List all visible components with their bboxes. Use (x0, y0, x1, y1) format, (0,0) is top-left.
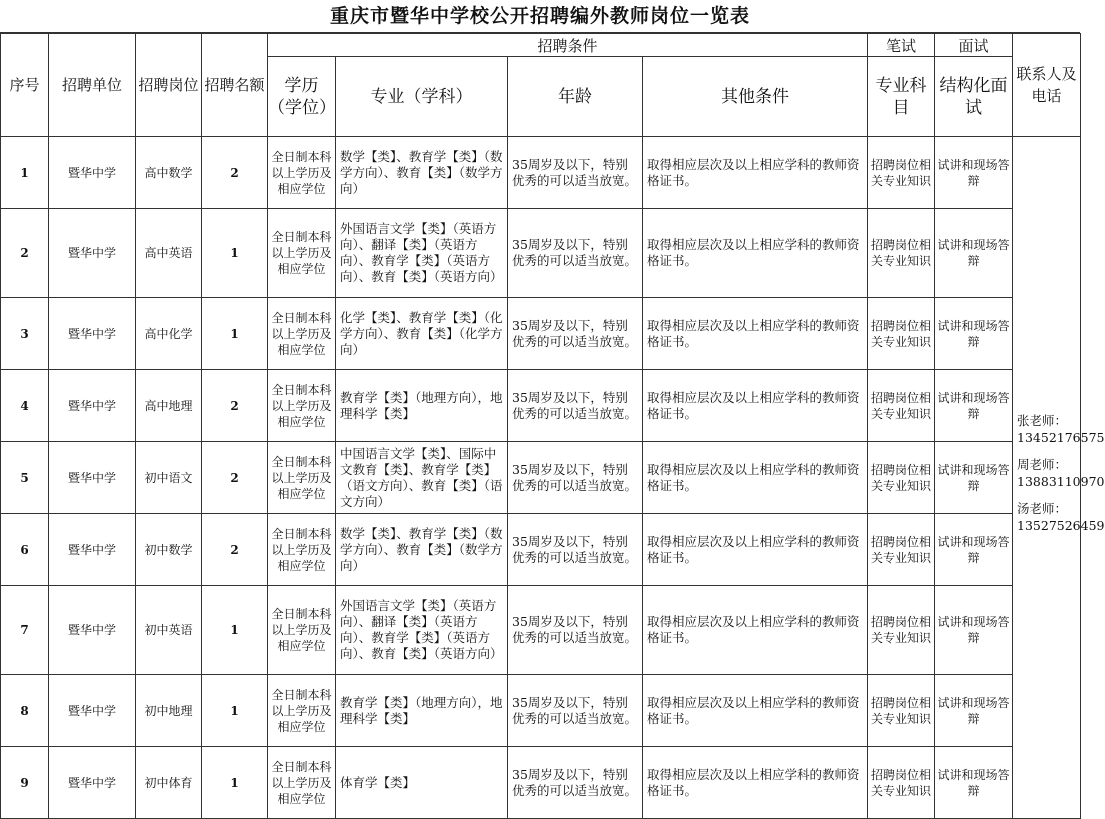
row-other: 取得相应层次及以上相应学科的教师资格证书。 (643, 675, 868, 747)
row-no: 7 (1, 586, 49, 675)
row-no: 4 (1, 370, 49, 442)
row-quota: 1 (202, 747, 268, 819)
row-age: 35周岁及以下，特别优秀的可以适当放宽。 (508, 586, 643, 675)
header-major: 专业（学科） (336, 57, 508, 137)
row-interview: 试讲和现场答辩 (935, 137, 1013, 209)
header-subject: 专业科目 (868, 57, 935, 137)
row-quota: 1 (202, 298, 268, 370)
row-major: 教育学【类】（地理方向），地理科学【类】 (336, 675, 508, 747)
row-other: 取得相应层次及以上相应学科的教师资格证书。 (643, 586, 868, 675)
row-edu: 全日制本科以上学历及相应学位 (268, 747, 336, 819)
table-row (1, 298, 1081, 370)
row-written: 招聘岗位相关专业知识 (868, 747, 935, 819)
row-no: 2 (1, 209, 49, 298)
header-edu: 学历（学位） (268, 57, 336, 137)
row-quota: 1 (202, 586, 268, 675)
row-age: 35周岁及以下，特别优秀的可以适当放宽。 (508, 137, 643, 209)
row-major: 教育学【类】（地理方向），地理科学【类】 (336, 370, 508, 442)
row-age: 35周岁及以下，特别优秀的可以适当放宽。 (508, 442, 643, 514)
table-row (1, 586, 1081, 675)
row-written: 招聘岗位相关专业知识 (868, 298, 935, 370)
row-unit: 暨华中学 (49, 209, 136, 298)
row-edu: 全日制本科以上学历及相应学位 (268, 209, 336, 298)
row-quota: 1 (202, 209, 268, 298)
row-post: 高中数学 (136, 137, 202, 209)
row-quota: 2 (202, 137, 268, 209)
row-interview: 试讲和现场答辩 (935, 586, 1013, 675)
row-edu: 全日制本科以上学历及相应学位 (268, 442, 336, 514)
row-major: 中国语言文学【类】、国际中文教育【类】、教育学【类】（语文方向）、教育【类】（语文方向） (336, 442, 508, 514)
row-edu: 全日制本科以上学历及相应学位 (268, 137, 336, 209)
positions-table (0, 33, 1105, 819)
contact-3: 汤老师：13527526459 (1017, 500, 1105, 533)
header-age: 年龄 (508, 57, 643, 137)
contact-2: 周老师：13883110970 (1017, 456, 1105, 489)
row-major: 数学【类】、教育学【类】（数学方向）、教育【类】（数学方向） (336, 137, 508, 209)
row-no: 5 (1, 442, 49, 514)
row-unit: 暨华中学 (49, 137, 136, 209)
row-post: 初中体育 (136, 747, 202, 819)
row-age: 35周岁及以下，特别优秀的可以适当放宽。 (508, 209, 643, 298)
header-other: 其他条件 (643, 57, 868, 137)
header-written: 笔试 (868, 34, 935, 57)
table-row (1, 370, 1081, 442)
row-quota: 2 (202, 442, 268, 514)
table-row (1, 747, 1081, 819)
row-post: 高中地理 (136, 370, 202, 442)
row-other: 取得相应层次及以上相应学科的教师资格证书。 (643, 370, 868, 442)
header-contact: 联系人及电话 (1013, 34, 1081, 137)
row-interview: 试讲和现场答辩 (935, 370, 1013, 442)
row-edu: 全日制本科以上学历及相应学位 (268, 370, 336, 442)
row-other: 取得相应层次及以上相应学科的教师资格证书。 (643, 514, 868, 586)
row-other: 取得相应层次及以上相应学科的教师资格证书。 (643, 442, 868, 514)
row-no: 1 (1, 137, 49, 209)
row-unit: 暨华中学 (49, 298, 136, 370)
row-quota: 2 (202, 370, 268, 442)
header-quota: 招聘名额 (202, 34, 268, 137)
row-no: 8 (1, 675, 49, 747)
row-age: 35周岁及以下，特别优秀的可以适当放宽。 (508, 675, 643, 747)
row-age: 35周岁及以下，特别优秀的可以适当放宽。 (508, 370, 643, 442)
row-edu: 全日制本科以上学历及相应学位 (268, 514, 336, 586)
table-row (1, 137, 1081, 209)
row-post: 初中语文 (136, 442, 202, 514)
row-age: 35周岁及以下，特别优秀的可以适当放宽。 (508, 514, 643, 586)
row-interview: 试讲和现场答辩 (935, 747, 1013, 819)
row-written: 招聘岗位相关专业知识 (868, 209, 935, 298)
row-no: 3 (1, 298, 49, 370)
row-other: 取得相应层次及以上相应学科的教师资格证书。 (643, 209, 868, 298)
row-post: 初中地理 (136, 675, 202, 747)
header-interview: 面试 (935, 34, 1013, 57)
row-post: 初中数学 (136, 514, 202, 586)
row-unit: 暨华中学 (49, 370, 136, 442)
header-unit: 招聘单位 (49, 34, 136, 137)
row-interview: 试讲和现场答辩 (935, 298, 1013, 370)
table-row (1, 675, 1081, 747)
row-written: 招聘岗位相关专业知识 (868, 137, 935, 209)
contact-1: 张老师：13452176575 (1017, 412, 1105, 445)
header-conditions: 招聘条件 (268, 34, 868, 57)
row-major: 外国语言文学【类】（英语方向）、翻译【类】（英语方向）、教育学【类】（英语方向）、教育【类】（英语方向） (336, 209, 508, 298)
row-interview: 试讲和现场答辩 (935, 514, 1013, 586)
row-edu: 全日制本科以上学历及相应学位 (268, 675, 336, 747)
row-unit: 暨华中学 (49, 586, 136, 675)
row-interview: 试讲和现场答辩 (935, 209, 1013, 298)
row-edu: 全日制本科以上学历及相应学位 (268, 586, 336, 675)
header-structured: 结构化面试 (935, 57, 1013, 137)
table-row (1, 209, 1081, 298)
row-major: 体育学【类】 (336, 747, 508, 819)
contact-cell (1013, 137, 1105, 819)
row-written: 招聘岗位相关专业知识 (868, 442, 935, 514)
row-unit: 暨华中学 (49, 747, 136, 819)
row-no: 9 (1, 747, 49, 819)
row-major: 数学【类】、教育学【类】（数学方向）、教育【类】（数学方向） (336, 514, 508, 586)
row-written: 招聘岗位相关专业知识 (868, 514, 935, 586)
row-interview: 试讲和现场答辩 (935, 442, 1013, 514)
table-row (1, 442, 1081, 514)
row-major: 外国语言文学【类】（英语方向）、翻译【类】（英语方向）、教育学【类】（英语方向）、教育【类】（英语方向） (336, 586, 508, 675)
row-written: 招聘岗位相关专业知识 (868, 675, 935, 747)
row-written: 招聘岗位相关专业知识 (868, 370, 935, 442)
row-other: 取得相应层次及以上相应学科的教师资格证书。 (643, 298, 868, 370)
row-post: 初中英语 (136, 586, 202, 675)
row-interview: 试讲和现场答辩 (935, 675, 1013, 747)
header-post: 招聘岗位 (136, 34, 202, 137)
row-quota: 2 (202, 514, 268, 586)
header-seq: 序号 (1, 34, 49, 137)
row-other: 取得相应层次及以上相应学科的教师资格证书。 (643, 747, 868, 819)
row-post: 高中英语 (136, 209, 202, 298)
row-written: 招聘岗位相关专业知识 (868, 586, 935, 675)
row-post: 高中化学 (136, 298, 202, 370)
row-edu: 全日制本科以上学历及相应学位 (268, 298, 336, 370)
row-major: 化学【类】、教育学【类】（化学方向）、教育【类】（化学方向） (336, 298, 508, 370)
row-unit: 暨华中学 (49, 442, 136, 514)
document-title: 重庆市暨华中学校公开招聘编外教师岗位一览表 (0, 0, 1080, 33)
row-other: 取得相应层次及以上相应学科的教师资格证书。 (643, 137, 868, 209)
row-age: 35周岁及以下，特别优秀的可以适当放宽。 (508, 298, 643, 370)
row-no: 6 (1, 514, 49, 586)
table-row (1, 514, 1081, 586)
row-quota: 1 (202, 675, 268, 747)
row-age: 35周岁及以下，特别优秀的可以适当放宽。 (508, 747, 643, 819)
row-unit: 暨华中学 (49, 675, 136, 747)
row-unit: 暨华中学 (49, 514, 136, 586)
